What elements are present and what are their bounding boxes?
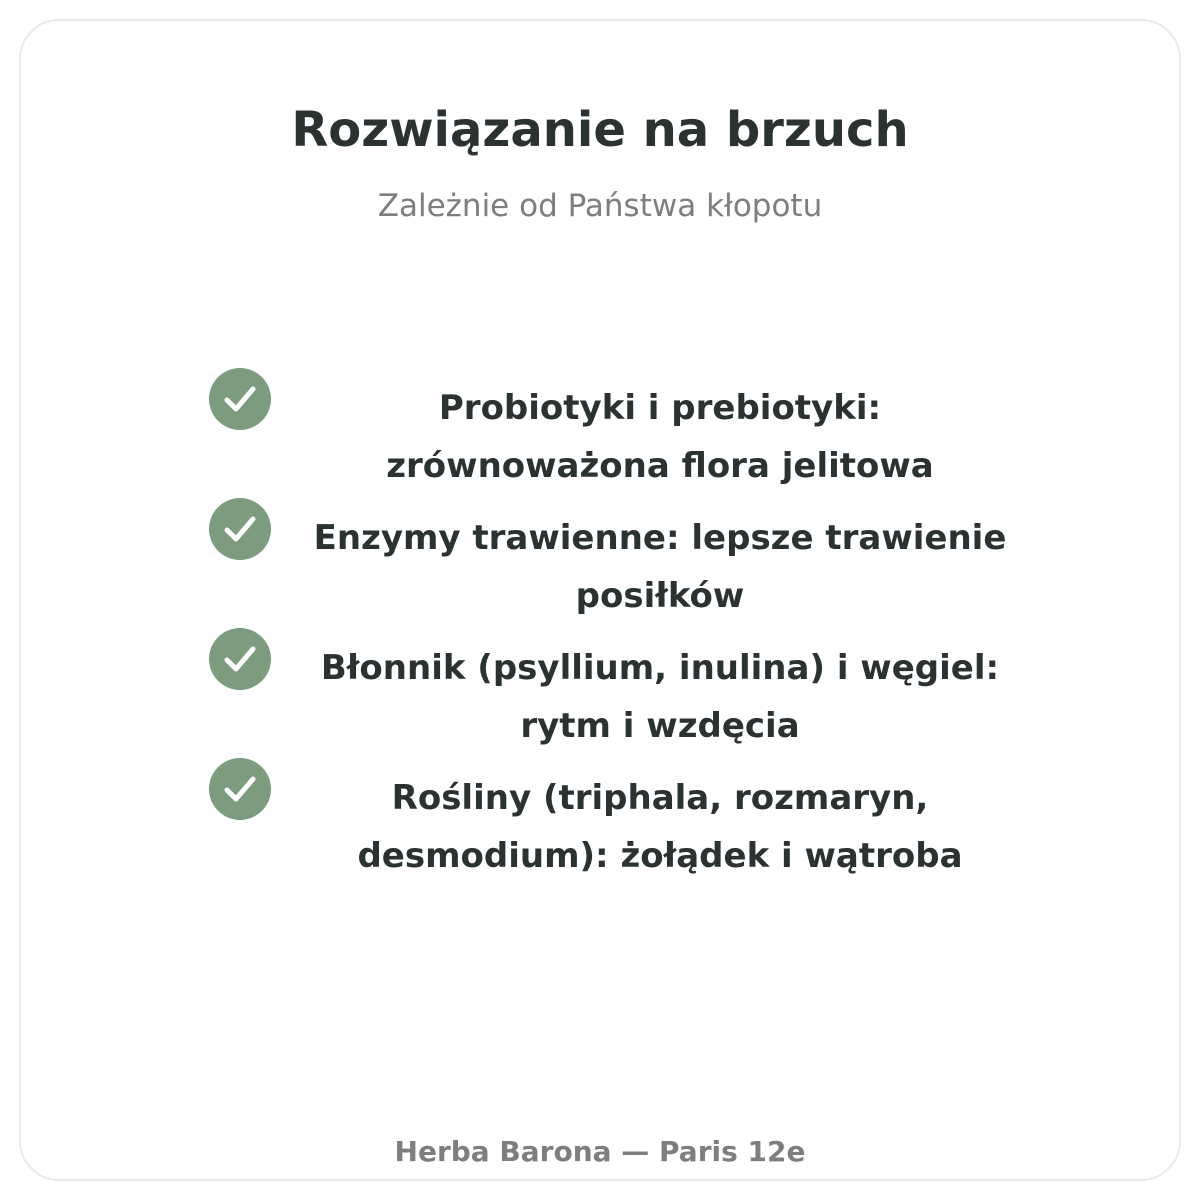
check-circle-icon	[209, 368, 271, 430]
footer-brand: Herba Barona — Paris 12e	[394, 1135, 806, 1168]
list-item: Probiotyki i prebiotyki: zrównoważona flora jelitowa	[386, 388, 934, 486]
list-item: Błonnik (psyllium, inulina) i węgiel: rytm i wzdęcia	[320, 648, 1000, 746]
check-circle-icon	[209, 758, 271, 820]
list-item: Enzymy trawienne: lepsze trawienie posiłków	[313, 518, 1007, 616]
check-circle-icon	[209, 498, 271, 560]
page-title: Rozwiązanie na brzuch	[291, 102, 909, 158]
list-item: Rośliny (triphala, rozmaryn, desmodium): żołądek i wątroba	[357, 778, 963, 876]
page-subtitle: Zależnie od Państwa kłopotu	[377, 188, 823, 224]
check-circle-icon	[209, 628, 271, 690]
